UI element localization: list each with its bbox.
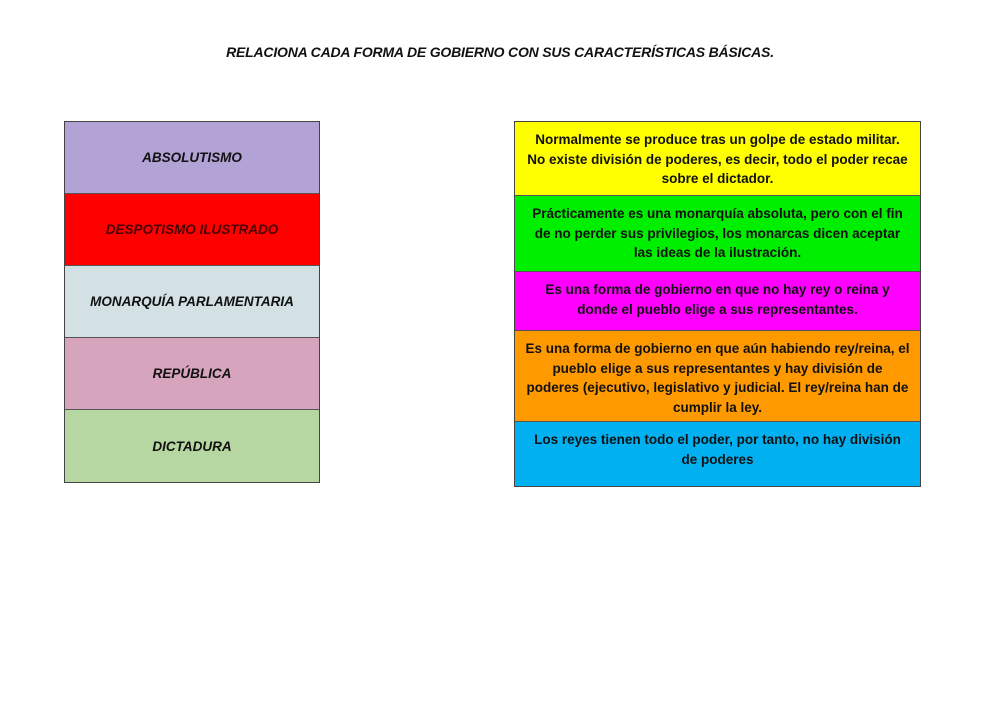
form-item-republica[interactable] bbox=[65, 338, 319, 410]
form-item-despotismo-ilustrado[interactable] bbox=[65, 194, 319, 266]
form-label: DESPOTISMO ILUSTRADO bbox=[105, 222, 279, 237]
form-label: DICTADURA bbox=[152, 438, 232, 454]
form-label: REPÚBLICA bbox=[152, 366, 232, 381]
characteristic-item[interactable] bbox=[515, 422, 920, 486]
characteristic-item[interactable] bbox=[515, 196, 920, 272]
form-item-monarquia-parlamentaria[interactable] bbox=[65, 266, 319, 338]
government-forms-column bbox=[64, 121, 320, 483]
characteristic-text: Los reyes tienen todo el poder, por tanto, no hay división de poderes bbox=[534, 432, 901, 467]
characteristic-item[interactable] bbox=[515, 331, 920, 422]
form-label: ABSOLUTISMO bbox=[142, 150, 242, 165]
characteristic-text: Es una forma de gobierno en que aún habiendo rey/reina, el pueblo elige a sus representantes y hay división de poderes (ejecutivo, legislativo y judicial. El rey/reina han de cumplir la ley. bbox=[525, 341, 910, 415]
form-item-absolutismo[interactable] bbox=[65, 122, 319, 194]
characteristic-text: Prácticamente es una monarquía absoluta, pero con el fin de no perder sus privilegios, los monarcas dicen aceptar las ideas de la ilustración. bbox=[532, 206, 903, 260]
form-label: MONARQUÍA PARLAMENTARIA bbox=[90, 294, 294, 309]
characteristic-item[interactable] bbox=[515, 122, 920, 196]
characteristic-item[interactable] bbox=[515, 272, 920, 331]
characteristics-column bbox=[514, 121, 921, 487]
characteristic-text: Normalmente se produce tras un golpe de estado militar. No existe división de poderes, es decir, todo el poder recae sobre el dictador. bbox=[527, 132, 908, 186]
page-title: RELACIONA CADA FORMA DE GOBIERNO CON SUS CARACTERÍSTICAS BÁSICAS. bbox=[226, 44, 774, 60]
form-item-dictadura[interactable] bbox=[65, 410, 319, 482]
characteristic-text: Es una forma de gobierno en que no hay rey o reina y donde el pueblo elige a sus representantes. bbox=[545, 282, 890, 317]
